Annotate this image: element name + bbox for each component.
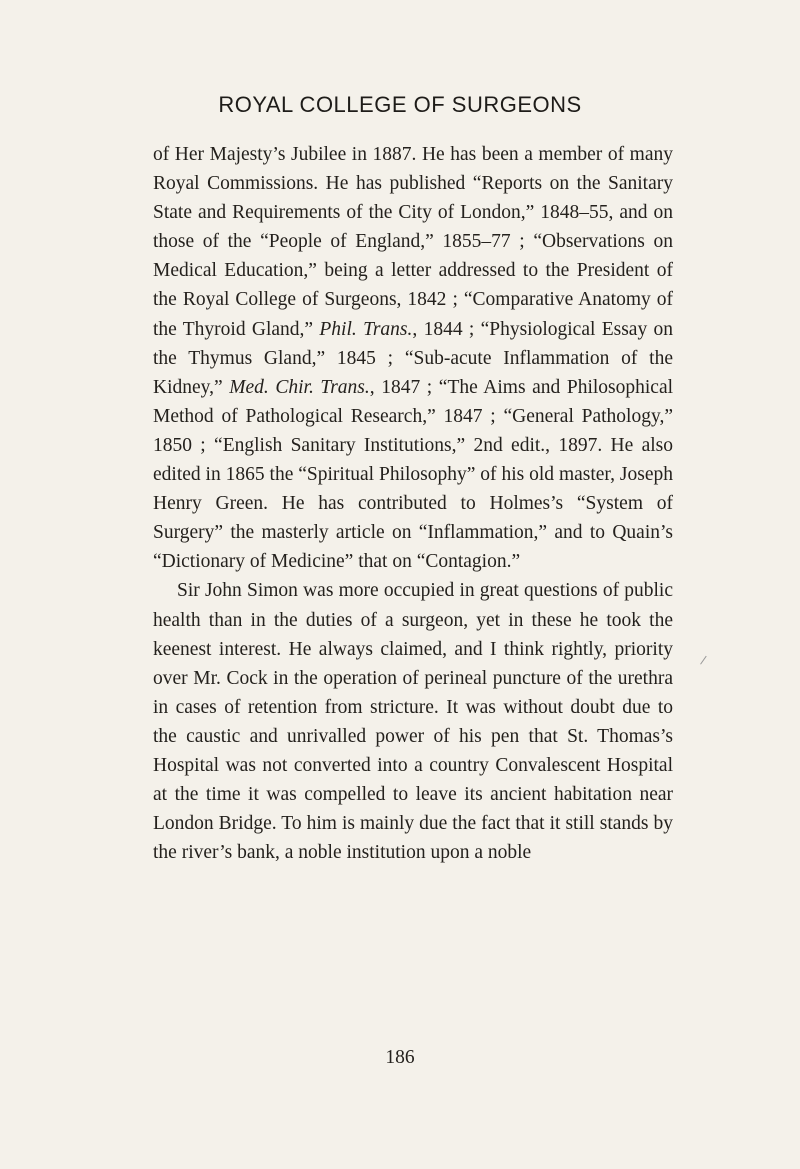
paragraph-1-text-c: , 1847 ; “The Aims and Philosophical Method of Pathological Research,” 1847 ; “General Pathology,” 1850 ; “English Sanitary Institutions,” 2nd edit., 1897. He also edited in 1865 the “Spiritual Philosophy” of his old master, Joseph Henry Green. He has contributed to Holmes’s “System of Surgery” the masterly article on “Inflammation,” and to Quain’s “Dictionary of Medicine” that on “Contagion.” [153, 376, 674, 573]
paragraph-2: Sir John Simon was more occupied in great questions of public health than in the duties of a surgeon, yet in these he took the keenest interest. He always claimed, and I think rightly, priority over Mr. Cock in the operation of perineal puncture of the urethra in cases of retention from stricture. It was without doubt due to the caustic and unrivalled power of his pen that St. Thomas’s Hospital was not converted into a country Convalescent Hospital at the time it was compelled to leave its ancient habitation near London Bridge. To him is mainly due the fact that it still stands by the river’s bank, a noble institution upon a noble [153, 580, 673, 864]
paragraph-1-text-a: of Her Majesty’s Jubilee in 1887. He has been a member of many Royal Commissions. He has published “Reports on the Sanitary State and Requirements of the City of London,” 1848–55, and on those of the “People of England,” 1855–77 ; “Observations on Medical Education,” being a letter addressed to the President of the Royal College of Surgeons, 1842 ; “Comparative Anatomy of the Thyroid Gland,” [153, 144, 673, 340]
running-head: ROYAL COLLEGE OF SURGEONS [218, 92, 582, 117]
journal-title-phil-trans: Phil. Trans. [319, 318, 413, 340]
journal-title-med-chir-trans: Med. Chir. Trans. [229, 376, 370, 398]
body-text [153, 140, 673, 867]
page-number: 186 [385, 1047, 415, 1068]
paragraph-1-text-b: , 1844 ; “Physiological Essay on the Thymus Gland,” 1845 ; “Sub-acute Inflammation of the Kidney,” [153, 318, 673, 398]
paragraph-1 [153, 140, 673, 576]
margin-pencil-mark [700, 656, 715, 671]
